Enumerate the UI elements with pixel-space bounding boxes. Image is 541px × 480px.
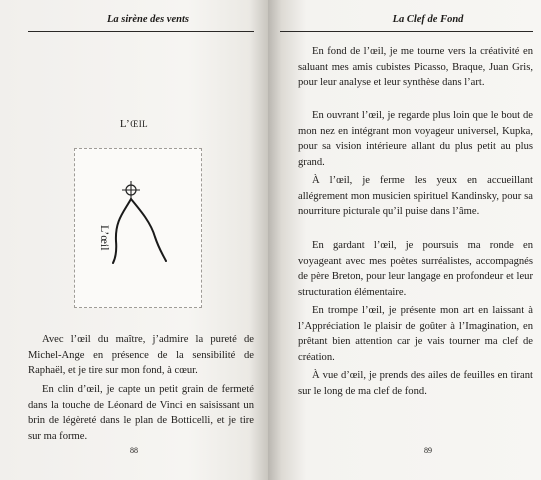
right-page bbox=[268, 0, 541, 480]
chapter-title-initial: L’ bbox=[119, 118, 131, 130]
page-number-left: 88 bbox=[130, 446, 138, 455]
paragraph-right-2: En ouvrant l’œil, je regarde plus loin que le bout de mon nez en intégrant mon voyageur universel, Kupka, pour sa vision intérieure allant du plus petit au plus grand. bbox=[298, 110, 533, 168]
header-rule-left bbox=[28, 31, 254, 32]
arch-left-stroke bbox=[113, 199, 131, 263]
paragraph-right-3: À l’œil, je ferme les yeux en accueillant allégrement mon musicien spirituel Kandinsky, pour sa nourriture picturale qu’il puise dans l’âme. bbox=[298, 175, 533, 218]
paragraph-right-4: En gardant l’œil, je poursuis ma ronde en voyageant avec mes poètes surréalistes, accompagnés de père Breton, pour leur langage en profondeur et leur structuration élémentaire. bbox=[298, 240, 533, 298]
header-rule-right bbox=[280, 31, 533, 32]
running-head-right: La Clef de Fond bbox=[392, 14, 464, 25]
arch-right-stroke bbox=[131, 199, 166, 261]
eye-drawing bbox=[75, 149, 201, 307]
paragraph-left-2: En clin d’œil, je capte un petit grain de fermeté dans la touche de Léonard de Vinci en saisissant un brin de légèreté dans le plan de Botticelli, et je tire sur ma forme. bbox=[28, 384, 254, 442]
figure-label: L’œil bbox=[98, 225, 112, 251]
chapter-title-rest: ŒIL bbox=[130, 119, 149, 129]
running-head-left: La sirène des vents bbox=[107, 14, 189, 25]
paragraph-left-1: Avec l’œil du maître, j’admire la pureté de Michel-Ange en présence de la sensibilité de Raphaël, et je tire sur mon fond, à cœur. bbox=[28, 334, 254, 377]
paragraph-right-1: En fond de l’œil, je me tourne vers la créativité en saluant mes amis cubistes Picasso, Braque, Juan Gris, pour leur analyse et leur synthèse dans l’art. bbox=[298, 46, 533, 89]
eye-drawing-figure bbox=[74, 148, 202, 308]
page-number-right: 89 bbox=[424, 446, 432, 455]
paragraph-right-6: À vue d’œil, je prends des ailes de feuilles en tirant sur le long de ma clef de fond. bbox=[298, 370, 533, 397]
paragraph-right-5: En trompe l’œil, je présente mon art en laissant à l’Appréciation le plaisir de goûter à l’Imagination, en prêtant bien attention car je vais tourner ma clef de création. bbox=[298, 305, 533, 363]
chapter-title bbox=[0, 118, 268, 130]
left-page bbox=[0, 0, 268, 480]
